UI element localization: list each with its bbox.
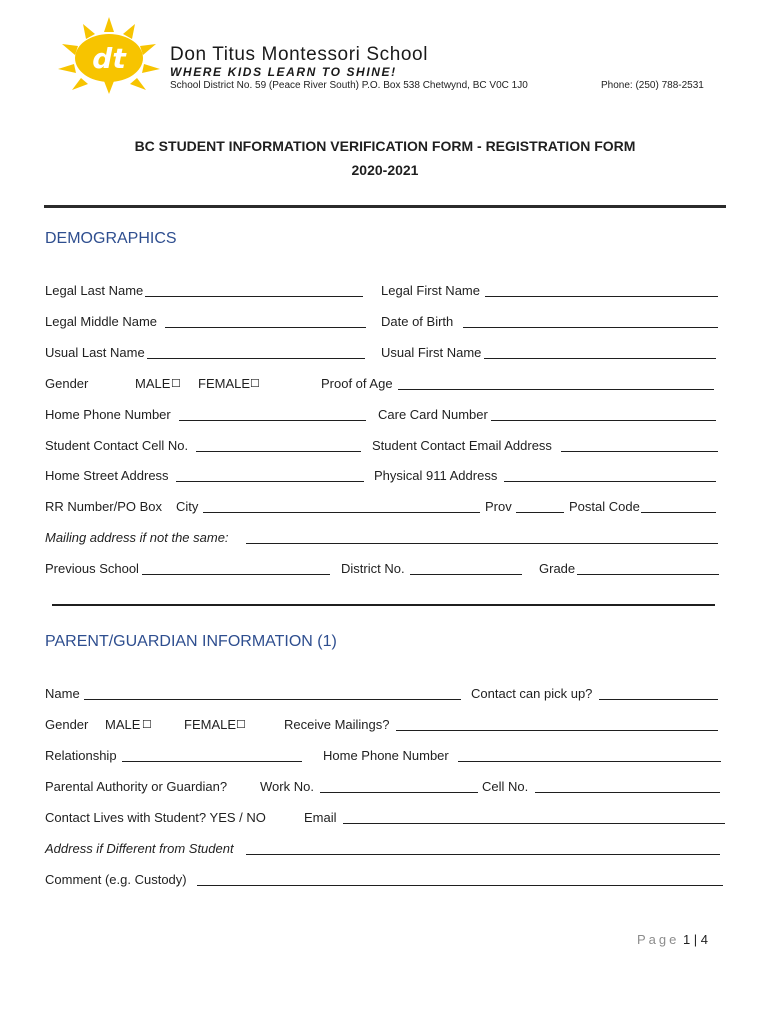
school-name: Don Titus Montessori School	[170, 44, 429, 65]
title-divider	[44, 205, 726, 208]
cell-no-label: Cell No.	[482, 779, 529, 794]
parent-name-field[interactable]	[84, 699, 461, 700]
student-cell-label: Student Contact Cell No.	[45, 438, 189, 453]
parent-male-label: MALE	[105, 717, 141, 732]
home-phone-label: Home Phone Number	[45, 407, 171, 422]
legal-middle-name-field[interactable]	[165, 327, 366, 328]
page-number	[637, 932, 708, 947]
parent-home-phone-label: Home Phone Number	[323, 748, 449, 763]
grade-label: Grade	[539, 561, 576, 576]
parental-authority-label: Parental Authority or Guardian?	[45, 779, 228, 794]
male-label: MALE	[135, 376, 171, 391]
date-of-birth-label: Date of Birth	[381, 314, 454, 329]
page-word: Page	[636, 932, 680, 947]
legal-last-name-field[interactable]	[145, 296, 363, 297]
previous-school-field[interactable]	[142, 574, 330, 575]
home-street-label: Home Street Address	[45, 468, 169, 483]
female-label: FEMALE	[198, 376, 251, 391]
mailing-address-field[interactable]	[246, 543, 718, 544]
legal-first-name-field[interactable]	[485, 296, 718, 297]
city-label: City	[176, 499, 199, 514]
prov-field[interactable]	[516, 512, 564, 513]
district-no-label: District No.	[341, 561, 405, 576]
usual-last-name-field[interactable]	[147, 358, 365, 359]
parent-female-label: FEMALE	[184, 717, 237, 732]
cell-no-field[interactable]	[535, 792, 720, 793]
legal-middle-name-label: Legal Middle Name	[45, 314, 158, 329]
legal-first-name-label: Legal First Name	[381, 283, 480, 298]
page-count: 1 | 4	[682, 932, 708, 947]
usual-first-name-label: Usual First Name	[381, 345, 482, 360]
work-no-field[interactable]	[320, 792, 478, 793]
prov-label: Prov	[485, 499, 512, 514]
previous-school-label: Previous School	[45, 561, 139, 576]
legal-last-name-label: Legal Last Name	[45, 283, 144, 298]
physical-911-label: Physical 911 Address	[374, 468, 498, 483]
postal-code-field[interactable]	[641, 512, 716, 513]
form-year: 2020-2021	[351, 162, 419, 178]
contact-pickup-label: Contact can pick up?	[471, 686, 593, 701]
demographics-heading: DEMOGRAPHICS	[45, 230, 177, 247]
grade-field[interactable]	[577, 574, 719, 575]
mailing-address-label: Mailing address if not the same:	[45, 530, 229, 545]
parent-email-label: Email	[304, 810, 337, 825]
student-cell-field[interactable]	[196, 451, 361, 452]
lives-with-student-label: Contact Lives with Student? YES / NO	[45, 810, 266, 825]
parent-email-field[interactable]	[343, 823, 725, 824]
proof-of-age-field[interactable]	[398, 389, 714, 390]
parent-guardian-heading: PARENT/GUARDIAN INFORMATION (1)	[45, 633, 337, 650]
care-card-label: Care Card Number	[378, 407, 488, 422]
parent-gender-label: Gender	[45, 717, 89, 732]
parent-female-checkbox[interactable]: ☐	[236, 719, 246, 731]
rr-number-label: RR Number/PO Box	[45, 499, 163, 514]
home-street-field[interactable]	[176, 481, 364, 482]
school-address: School District No. 59 (Peace River South) P.O. Box 538 Chetwynd, BC V0C 1J0	[170, 80, 528, 91]
address-different-label: Address if Different from Student	[45, 841, 234, 856]
address-different-field[interactable]	[246, 854, 720, 855]
proof-of-age-label: Proof of Age	[321, 376, 393, 391]
receive-mailings-field[interactable]	[396, 730, 718, 731]
postal-code-label: Postal Code	[569, 499, 640, 514]
parent-male-checkbox[interactable]: ☐	[142, 719, 152, 731]
comment-field[interactable]	[197, 885, 723, 886]
school-logo	[48, 14, 170, 96]
contact-pickup-field[interactable]	[599, 699, 718, 700]
receive-mailings-label: Receive Mailings?	[284, 717, 390, 732]
work-no-label: Work No.	[260, 779, 314, 794]
gender-label: Gender	[45, 376, 89, 391]
school-phone: Phone: (250) 788-2531	[601, 80, 704, 91]
school-tagline: WHERE KIDS LEARN TO SHINE!	[170, 65, 397, 79]
form-title: BC STUDENT INFORMATION VERIFICATION FORM - REGISTRATION FORM	[134, 138, 636, 154]
parent-home-phone-field[interactable]	[458, 761, 721, 762]
care-card-field[interactable]	[491, 420, 716, 421]
date-of-birth-field[interactable]	[463, 327, 718, 328]
comment-label: Comment (e.g. Custody)	[45, 872, 187, 887]
usual-last-name-label: Usual Last Name	[45, 345, 145, 360]
home-phone-field[interactable]	[179, 420, 366, 421]
relationship-label: Relationship	[45, 748, 117, 763]
female-checkbox[interactable]: ☐	[250, 378, 260, 390]
section-divider	[52, 604, 715, 606]
svg-text:dt: dt	[92, 42, 126, 75]
parent-name-label: Name	[45, 686, 80, 701]
city-field[interactable]	[203, 512, 480, 513]
physical-911-field[interactable]	[504, 481, 716, 482]
student-email-field[interactable]	[561, 451, 718, 452]
student-email-label: Student Contact Email Address	[372, 438, 552, 453]
usual-first-name-field[interactable]	[484, 358, 716, 359]
male-checkbox[interactable]: ☐	[171, 378, 181, 390]
relationship-field[interactable]	[122, 761, 302, 762]
district-no-field[interactable]	[410, 574, 522, 575]
